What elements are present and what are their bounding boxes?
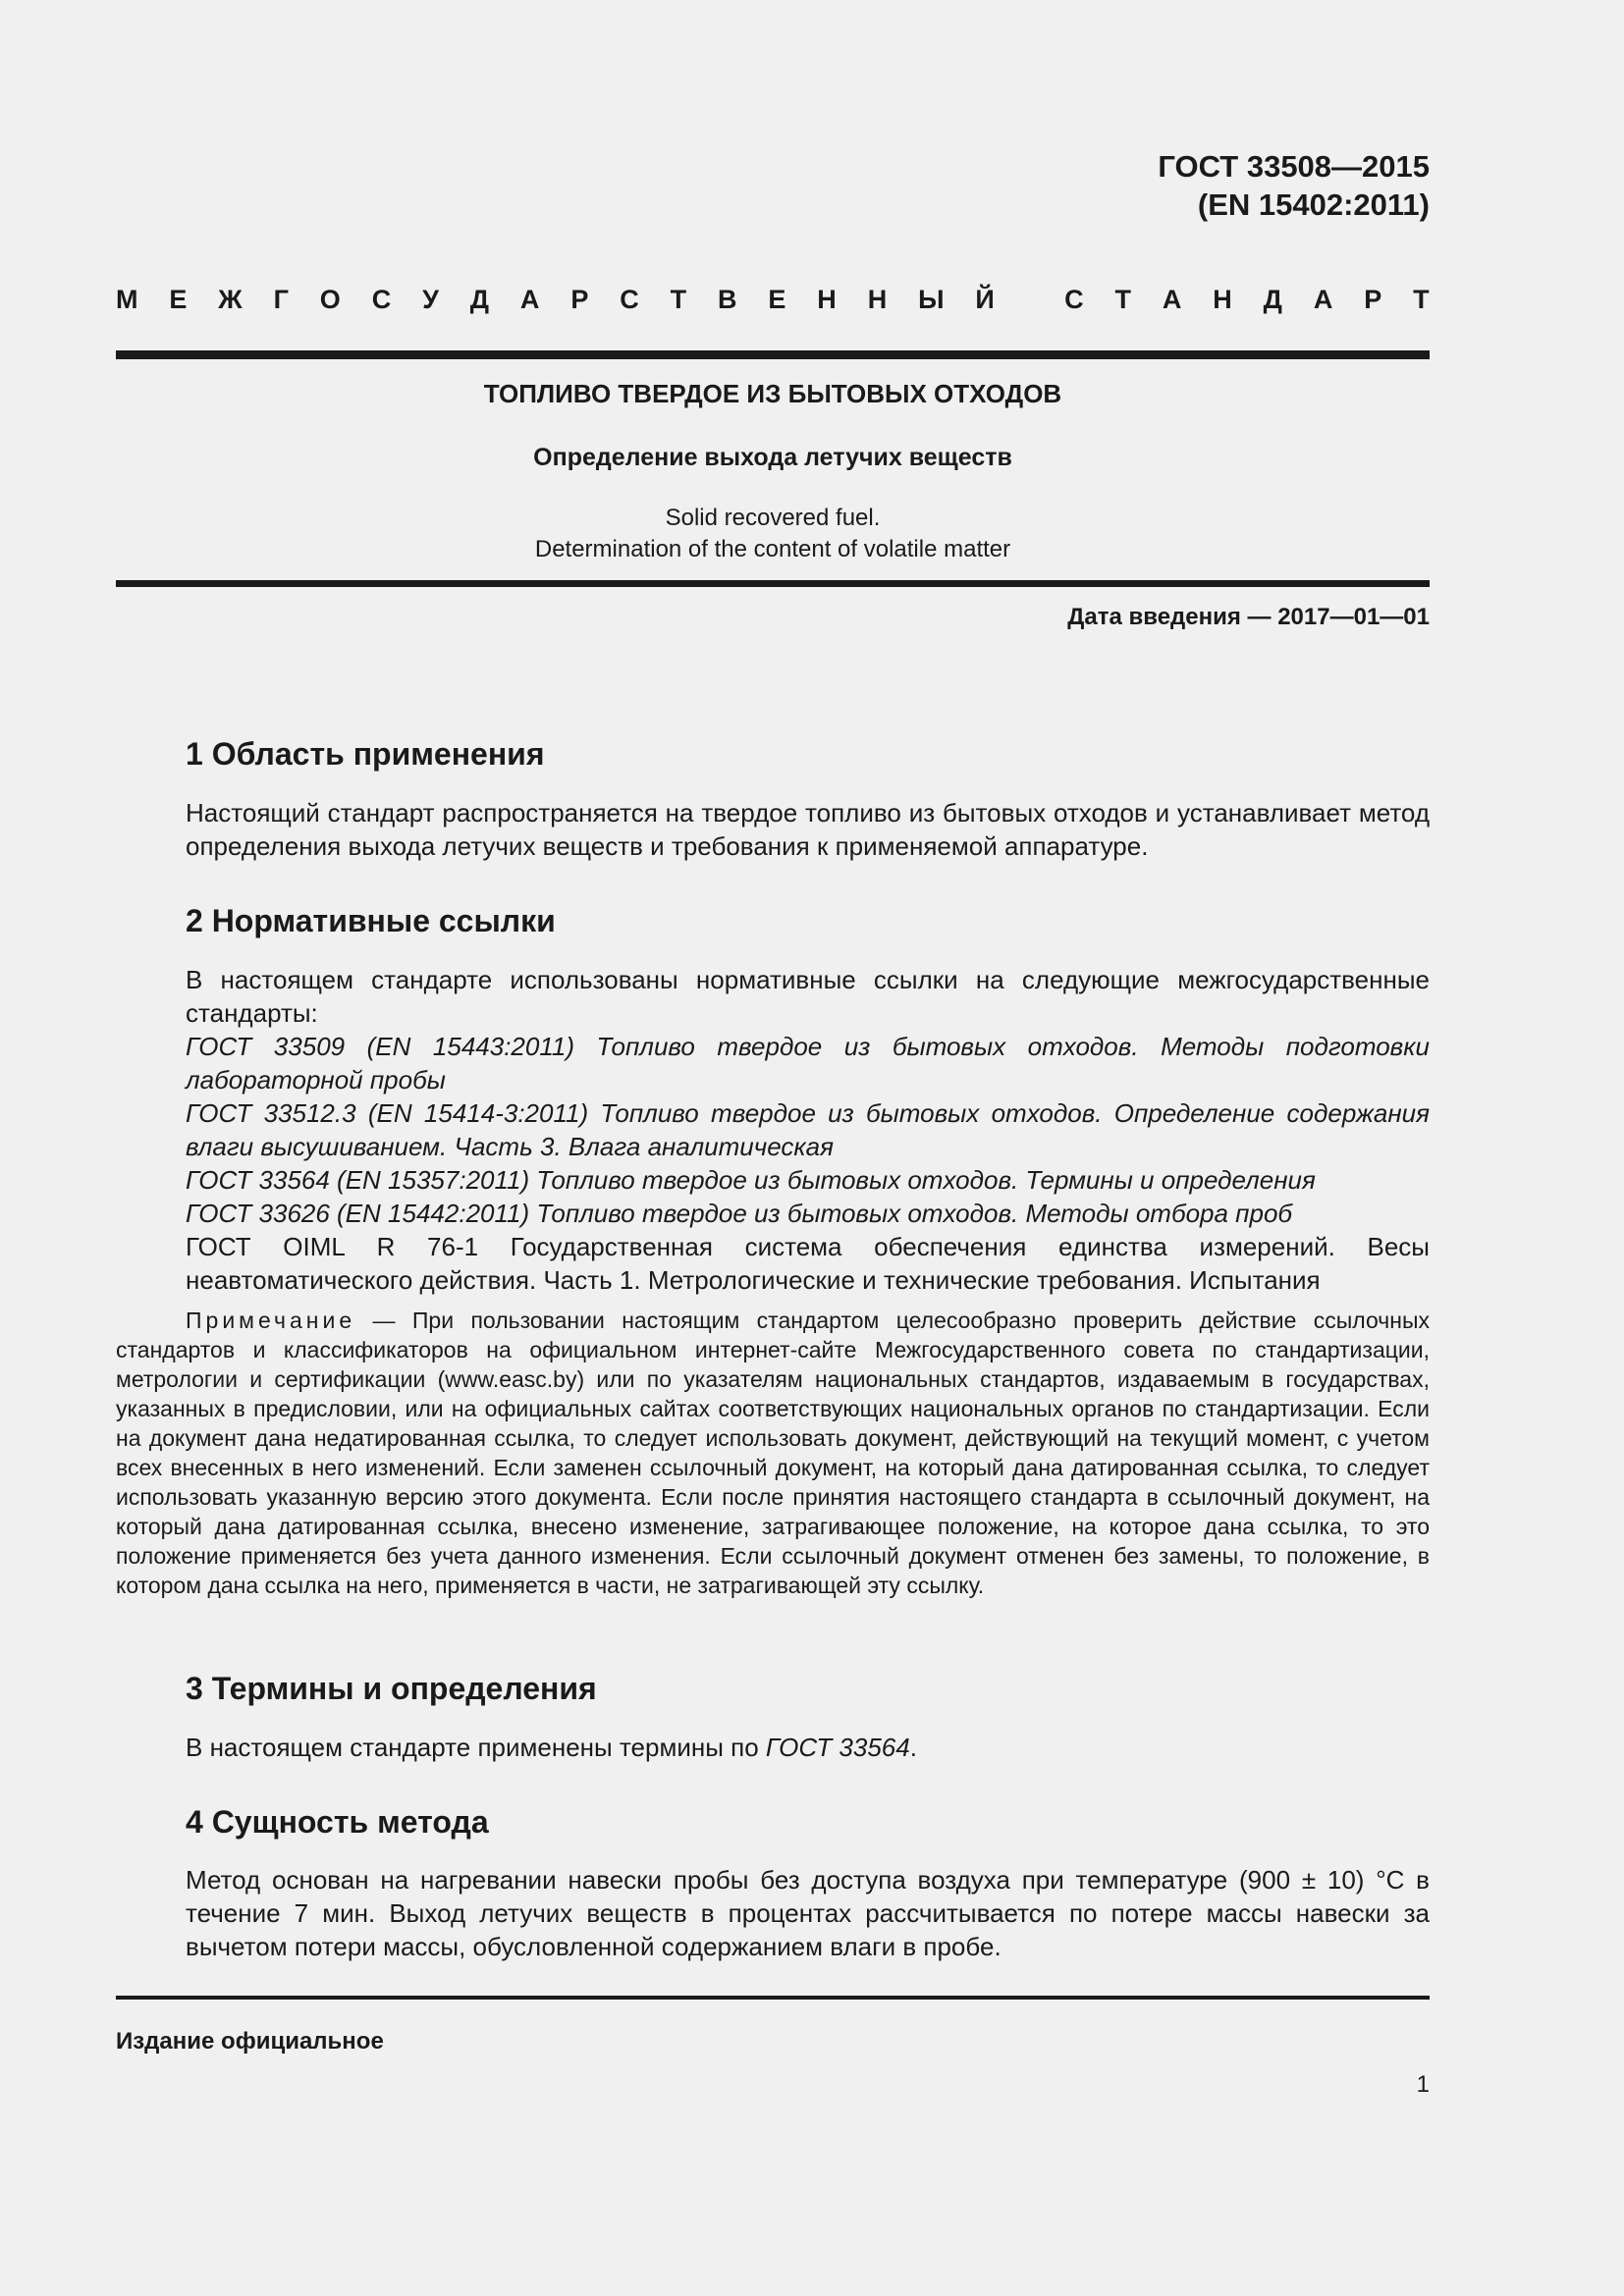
- reference-item: ГОСТ 33512.3 (EN 15414-3:2011) Топливо твердое из бытовых отходов. Определение содержания влаги высушиванием. Часть 3. Влага аналитическая: [186, 1098, 1430, 1161]
- banner-letter: С: [1064, 285, 1084, 314]
- english-title: [116, 503, 1430, 565]
- banner-letter: А: [519, 285, 540, 314]
- banner-letter: Г: [273, 285, 289, 314]
- page-number: 1: [1416, 2071, 1430, 2098]
- section-4-paragraph: Метод основан на нагревании навески пробы без доступа воздуха при температуре (900 ± 10) °С в течение 7 мин. Выход летучих веществ в процентах рассчитывается по потере массы навески за вычетом потери массы, обусловленной содержанием влаги в пробе.: [186, 1865, 1430, 1961]
- section-2-paragraph: В настоящем стандарте использованы нормативные ссылки на следующие межгосударственные стандарты:: [186, 965, 1430, 1028]
- banner-letter: Т: [1114, 285, 1131, 314]
- banner-letter: О: [319, 285, 341, 314]
- banner-letter: Д: [469, 285, 490, 314]
- banner-letter: Т: [670, 285, 687, 314]
- banner-letter: А: [1162, 285, 1182, 314]
- banner-letter: Р: [1364, 285, 1382, 314]
- section-3-text-after: .: [909, 1733, 917, 1762]
- banner-letter: Й: [975, 285, 995, 314]
- standard-code-line2: (EN 15402:2011): [1197, 187, 1430, 222]
- section-1-heading: 1 Область применения: [186, 736, 545, 772]
- banner-letter: А: [1313, 285, 1333, 314]
- section-2-heading: 2 Нормативные ссылки: [186, 903, 556, 938]
- section-1-paragraph: Настоящий стандарт распространяется на твердое топливо из бытовых отходов и устанавливает метод определения выхода летучих веществ и требования к применяемой аппаратуре.: [186, 798, 1430, 861]
- banner-letter: Е: [169, 285, 188, 314]
- standard-code-line1: ГОСТ 33508—2015: [1158, 149, 1430, 184]
- document-subtitle: Определение выхода летучих веществ: [533, 444, 1012, 471]
- banner-letter: Д: [1263, 285, 1282, 314]
- section-3-text: [116, 1731, 1430, 1764]
- reference-item: ГОСТ 33564 (EN 15357:2011) Топливо твердое из бытовых отходов. Термины и определения: [186, 1165, 1316, 1195]
- reference-item: ГОСТ 33626 (EN 15442:2011) Топливо твердое из бытовых отходов. Методы отбора проб: [186, 1199, 1293, 1228]
- header-rule: [116, 350, 1430, 359]
- banner-letter: У: [422, 285, 439, 314]
- banner-letter: Ы: [918, 285, 945, 314]
- note-text: — При пользовании настоящим стандартом целесообразно проверить действие ссылочных стандартов и классификаторов на официальном интернет-сайте Межгосударственного совета по стандартизации, метрологии и сертификации (www.easc.by) или по указателям национальных стандартов, издаваемым в государствах, указанных в предисловии, или на официальных сайтах соответствующих национальных органов по стандартизации. Если на документ дана недатированная ссылка, то следует использовать документ, действующий на текущий момент, с учетом всех внесенных в него изменений. Если заменен ссылочный документ, на который дана датированная ссылка, то следует использовать указанную версию этого документа. Если после принятия настоящего стандарта в ссылочный документ, на который дана датированная ссылка, внесено изменение, затрагивающее положение, на которое дана ссылка, то это положение применяется без учета данного изменения. Если ссылочный документ отменен без замены, то положение, в котором дана ссылка на него, применяется в части, не затрагивающей эту ссылку.: [116, 1308, 1430, 1598]
- section-3-reference: ГОСТ 33564: [765, 1733, 910, 1762]
- banner-letter: Н: [817, 285, 837, 314]
- banner-letter: Е: [768, 285, 786, 314]
- english-title-line1: Solid recovered fuel.: [665, 505, 881, 531]
- official-edition-label: Издание официальное: [116, 2028, 384, 2055]
- interstate-standard-banner: [116, 285, 1430, 315]
- banner-letter: Р: [570, 285, 589, 314]
- section-3-heading: 3 Термины и определения: [186, 1671, 597, 1706]
- reference-item: ГОСТ OIML R 76-1 Государственная система обеспечения единства измерений. Весы неавтоматического действия. Часть 1. Метрологические и технические требования. Испытания: [186, 1232, 1430, 1295]
- banner-letter: Ж: [218, 285, 243, 314]
- banner-letter: Н: [867, 285, 888, 314]
- banner-letter: [1026, 285, 1034, 315]
- banner-letter: Н: [1213, 285, 1232, 314]
- introduction-date: Дата введения — 2017—01—01: [1067, 604, 1430, 630]
- banner-letter: В: [718, 285, 737, 314]
- banner-letter: С: [371, 285, 392, 314]
- section-2-text: [116, 963, 1430, 1030]
- section-1-text: [116, 796, 1430, 863]
- section-4-text: [116, 1863, 1430, 1963]
- banner-letter: С: [620, 285, 639, 314]
- banner-letter: М: [116, 285, 138, 314]
- title-rule: [116, 580, 1430, 587]
- note-block: [116, 1306, 1430, 1600]
- footer-rule: [116, 1996, 1430, 2000]
- banner-letter: Т: [1413, 285, 1430, 314]
- standard-code: [1158, 147, 1430, 224]
- section-3-text-before: В настоящем стандарте применены термины по: [186, 1733, 766, 1762]
- english-title-line2: Determination of the content of volatile matter: [534, 536, 1011, 562]
- note-label: Примечание: [186, 1308, 356, 1333]
- reference-item: ГОСТ 33509 (EN 15443:2011) Топливо твердое из бытовых отходов. Методы подготовки лабораторной пробы: [186, 1032, 1430, 1095]
- document-title: ТОПЛИВО ТВЕРДОЕ ИЗ БЫТОВЫХ ОТХОДОВ: [483, 379, 1062, 408]
- section-4-heading: 4 Сущность метода: [186, 1804, 489, 1840]
